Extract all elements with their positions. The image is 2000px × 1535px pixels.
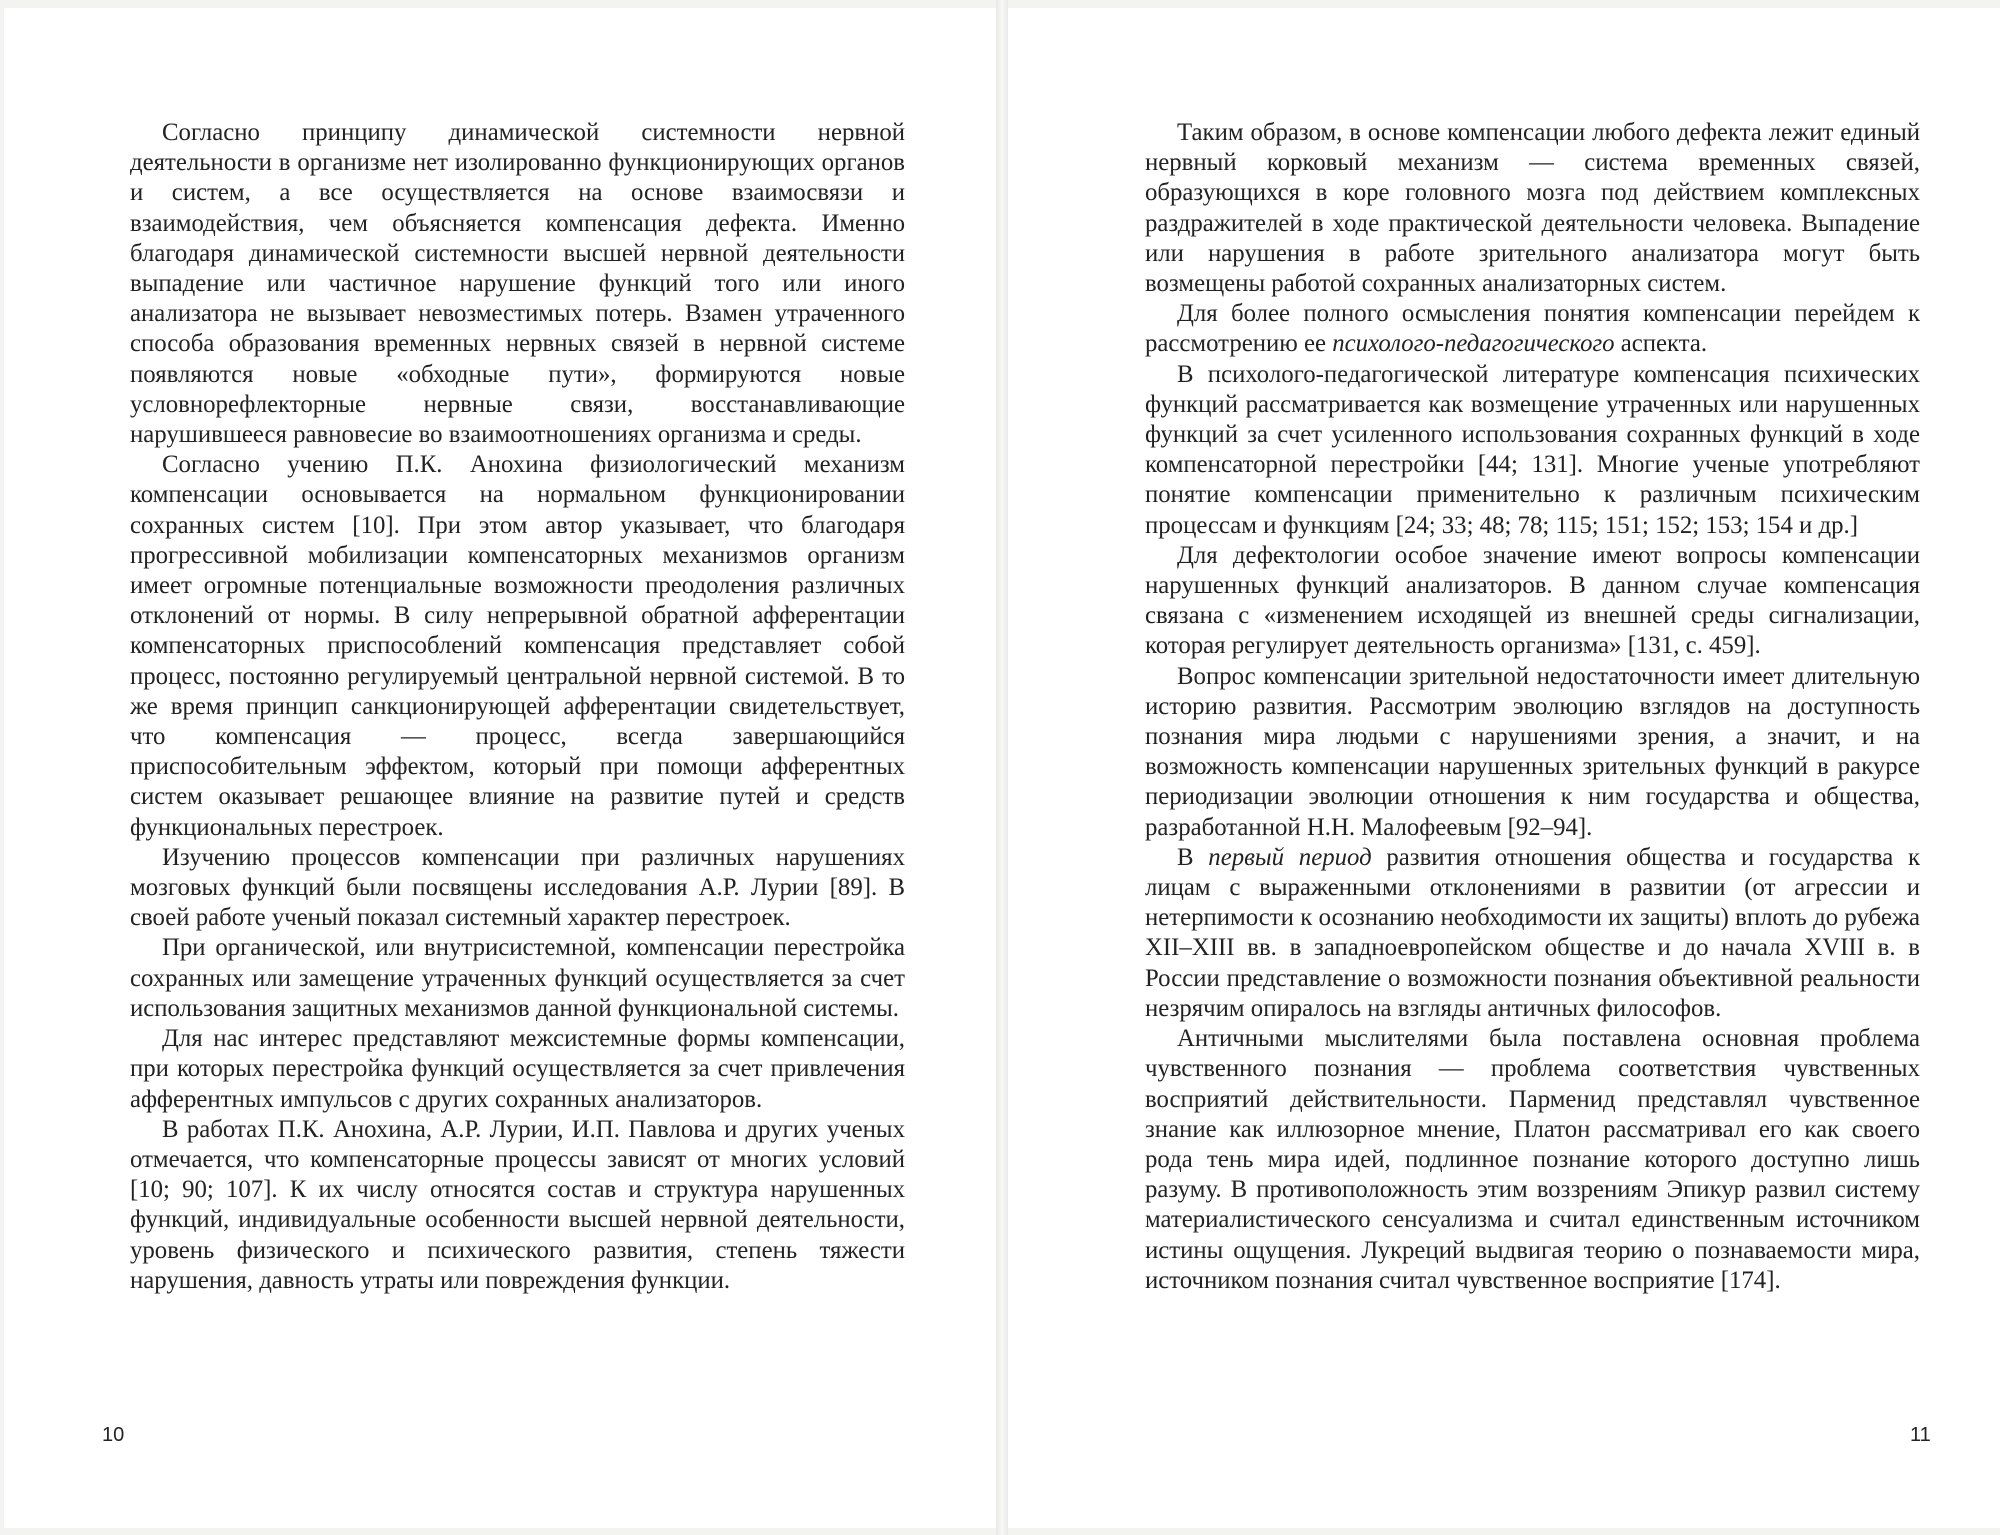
paragraph: Согласно принципу динамической системности нервной деятельности в организме нет изолированно функционирующих органов и систем, а все осуществляется на основе взаимосвязи и взаимодействия, чем объясняется компенсация дефекта. Именно благодаря динамической системности высшей нервной деятельности выпадение или частичное нарушение функций того или иного анализатора не вызывает невозместимых потерь. Взамен утраченного способа образования временных нервных связей в нервной системе появляются новые «обходные пути», формируются новые условнорефлекторные нервные связи, восстанавливающие нарушившееся равновесие во взаимоотношениях организма и среды. <box>130 119 905 449</box>
page-number-right: 11 <box>1910 1424 1931 1446</box>
paragraph <box>1145 299 1920 359</box>
italic-term: психолого-педагогического <box>1332 330 1615 358</box>
paragraph: При органической, или внутрисистемной, компенсации перестройка сохранных или замещение утраченных функций осуществляется за счет использования защитных механизмов данной функциональной системы. <box>130 934 905 1022</box>
italic-term: первый период <box>1208 843 1372 871</box>
paragraph: Для нас интерес представляют межсистемные формы компенсации, при которых перестройка функций осуществляется за счет привлечения афферентных импульсов с других сохранных анализаторов. <box>130 1025 905 1113</box>
text-run: аспекта. <box>1614 330 1708 358</box>
left-page <box>4 8 996 1528</box>
text-run: Для более полного осмысления понятия компенсации перейдем к рассмотрению ее <box>1145 300 1920 358</box>
right-page <box>1008 8 2000 1528</box>
paragraph: Изучению процессов компенсации при различных нарушениях мозговых функций были посвящены исследования А.Р. Лурии [89]. В своей работе ученый показал системный характер перестроек. <box>130 843 905 932</box>
paragraph: Таким образом, в основе компенсации любого дефекта лежит единый нервный корковый механизм — система временных связей, образующихся в коре головного мозга под действием комплексных раздражителей в ходе практической деятельности человека. Выпадение или нарушения в работе зрительного анализатора могут быть возмещены работой сохранных анализаторных систем. <box>1145 119 1920 298</box>
paragraph: В работах П.К. Анохина, А.Р. Лурии, И.П. Павлова и других ученых отмечается, что компенсаторные процессы зависят от многих условий [10; 90; 107]. К их числу относятся состав и структура нарушенных функций, индивидуальные особенности высшей нервной деятельности, уровень физического и психического развития, степень тяжести нарушения, давность утраты или повреждения функции. <box>130 1115 905 1294</box>
book-gutter <box>996 0 1008 1535</box>
text-run: В <box>1177 843 1209 871</box>
paragraph: Вопрос компенсации зрительной недостаточности имеет длительную историю развития. Рассмотрим эволюцию взглядов на доступность познания мира людьми с нарушениями зрения, а значит, и на возможность компенсации нарушенных зрительных функций в ракурсе периодизации эволюции отношения к ним государства и общества, разработанной Н.Н. Малофеевым [92–94]. <box>1145 662 1920 841</box>
paragraph: Согласно учению П.К. Анохина физиологический механизм компенсации основывается на нормальном функционировании сохранных систем [10]. При этом автор указывает, что благодаря прогрессивной мобилизации компенсаторных механизмов организм имеет огромные потенциальные возможности преодоления различных отклонений от нормы. В силу непрерывной обратной афферентации компенсаторных приспособлений компенсация представляет собой процесс, постоянно регулируемый центральной нервной системой. В то же время принцип санкционирующей афферентации свидетельствует, что компенсация — процесс, всегда завершающийся приспособительным эффектом, который при помощи афферентных систем оказывает решающее влияние на развитие путей и средств функциональных перестроек. <box>130 451 905 841</box>
paragraph: Для дефектологии особое значение имеют вопросы компенсации нарушенных функций анализаторов. В данном случае компенсация связана с «изменением исходящей из внешней среды сигнализации, которая регулирует деятельность организма» [131, с. 459]. <box>1145 541 1920 660</box>
paragraph <box>1145 843 1920 1024</box>
right-page-text <box>1145 118 1920 1296</box>
text-run: развития отношения общества и государства к лицам с выраженными отклонениями в развитии (от агрессии и нетерпимости к осознанию необходимости их защиты) вплоть до рубежа XII–XIII вв. в западноевропейском обществе и до начала XVIII в. в России представление о возможности познания объективной реальности незрячим опиралось на взгляды античных философов. <box>1145 843 1921 1022</box>
paragraph: Античными мыслителями была поставлена основная проблема чувственного познания — проблема соответствия чувственных восприятий действительности. Парменид представлял чувственное знание как иллюзорное мнение, Платон рассматривал его как своего рода тень мира идей, подлинное познание которого доступно лишь разуму. В противоположность этим воззрениям Эпикур развил систему материалистического сенсуализма и считал единственным источником истины ощущения. Лукреций выдвигая теорию о познаваемости мира, источником познания считал чувственное восприятие [174]. <box>1145 1025 1920 1294</box>
page-number-left: 10 <box>102 1424 125 1446</box>
left-page-text <box>130 118 905 1296</box>
paragraph: В психолого-педагогической литературе компенсация психических функций рассматривается как возмещение утраченных или нарушенных функций за счет усиленного использования сохранных функций в ходе компенсаторной перестройки [44; 131]. Многие ученые употребляют понятие компенсации применительно к различным психическим процессам и функциям [24; 33; 48; 78; 115; 151; 152; 153; 154 и др.] <box>1145 360 1920 539</box>
